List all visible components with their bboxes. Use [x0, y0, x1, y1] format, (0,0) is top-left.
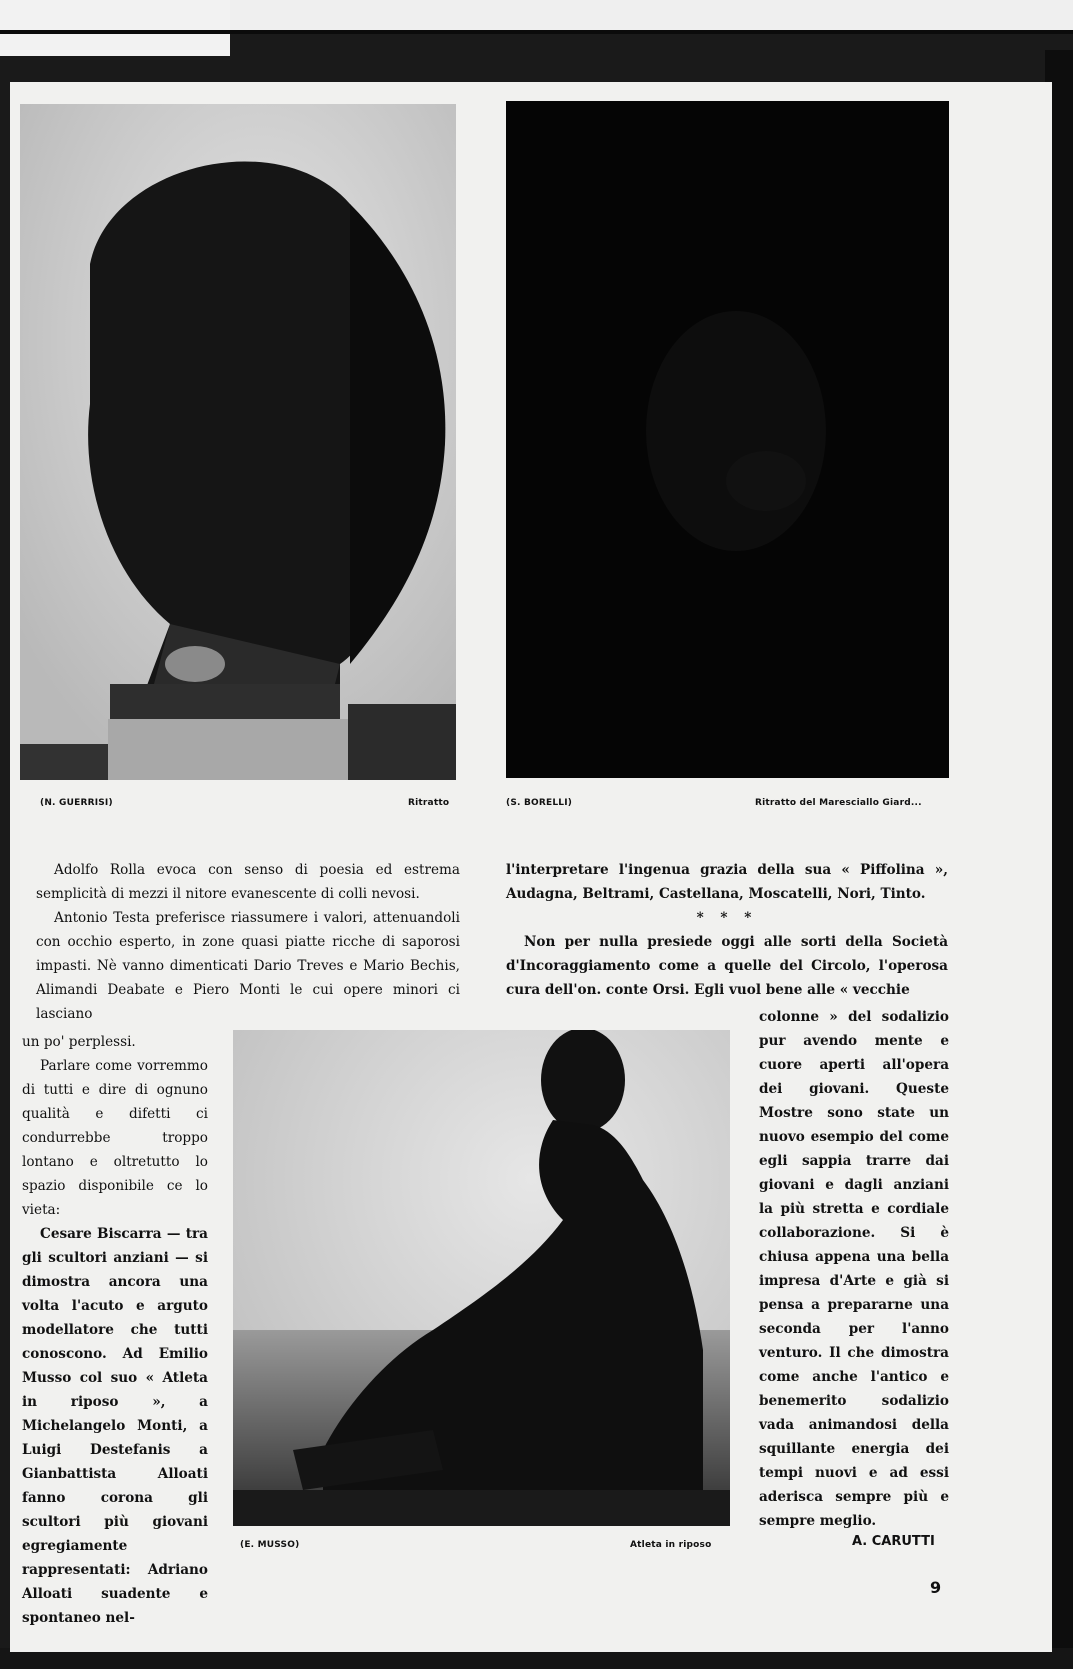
paragraph-rolla: Adolfo Rolla evoca con senso di poesia ed estrema semplicità di mezzi il nitore evanescente di colli nevosi. [36, 862, 460, 902]
right-column-top [506, 858, 948, 1002]
paragraph-parlare: Parlare come vorremmo di tutti e dire di ognuno qualità e difetti ci condurrebbe troppo lontano e oltretutto lo spazio disponibile ce lo vieta: [22, 1058, 208, 1218]
photo-dark-portrait [506, 101, 949, 778]
left-column-top [36, 858, 460, 1026]
caption-photo2-artist: (S. BORELLI) [506, 798, 573, 808]
section-divider-stars: * * * [696, 910, 758, 926]
caption-photo1-title: Ritratto [408, 798, 450, 808]
caption-photo2-title: Ritratto del Maresciallo Giard... [755, 798, 922, 808]
photo-bust-portrait [20, 104, 456, 780]
caption-photo1-artist: (N. GUERRISI) [40, 798, 113, 808]
scan-border-top-right [230, 0, 1073, 30]
paragraph-testa-end: un po' perplessi. [22, 1034, 136, 1050]
left-column-narrow [22, 1030, 208, 1630]
paragraph-biscarra: Cesare Biscarra — tra gli scultori anziani — si dimostra ancora una volta l'acuto e arguto modellatore che tutti conoscono. Ad Emilio Musso col suo « Atleta in riposo », a Michelangelo Monti, a Luigi Destefanis a Gianbattista Alloati fanno corona gli scultori più giovani egregiamente rappresentati: Adriano Alloati suadente e spontaneo nel- [22, 1226, 208, 1626]
page-number: 9 [930, 1578, 942, 1597]
paragraph-orsi: Non per nulla presiede oggi alle sorti della Società d'Incoraggiamento come a quelle del Circolo, l'operosa cura dell'on. conte Orsi. Egli vuol bene alle « vecchie [506, 934, 948, 998]
scan-border-edge [0, 30, 1073, 34]
photo-athlete-statue [233, 1030, 730, 1526]
paragraph-sodalizio: colonne » del sodalizio pur avendo mente e cuore aperti all'opera dei giovani. Queste Mostre sono state un nuovo esempio del come egli sappia trarre dai giovani e dagli anziani la più stretta e cordiale collaborazione. Si è chiusa appena una bella impresa d'Arte e già si pensa a prepararne una seconda per l'anno venturo. Il che dimostra come anche l'antico e benemerito sodalizio vada animandosi della squillante energia dei tempi nuovi e ad essi aderisca sempre più e sempre meglio. [759, 1009, 949, 1529]
author-signature: A. CARUTTI [852, 1534, 935, 1549]
caption-photo3-artist: (E. MUSSO) [240, 1540, 300, 1550]
caption-photo3-title: Atleta in riposo [630, 1540, 712, 1550]
scan-border-top-left [0, 0, 230, 56]
paragraph-testa: Antonio Testa preferisce riassumere i valori, attenuandoli con occhio esperto, in zone quasi piatte ricche di saporosi impasti. Nè vanno dimenticati Dario Treves e Mario Bechis, Alimandi Deabate e Piero Monti le cui opere minori ci lasciano [36, 910, 460, 1022]
right-column-narrow [759, 1005, 949, 1533]
paragraph-piffolina: l'interpretare l'ingenua grazia della sua « Piffolina », Audagna, Beltrami, Castellana, Moscatelli, Nori, Tinto. [506, 862, 948, 902]
